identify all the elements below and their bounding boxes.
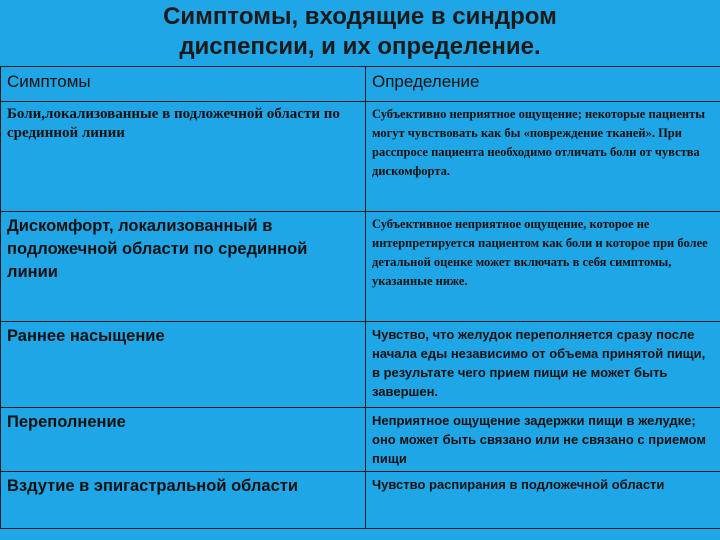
- symptom-cell: Переполнение: [1, 408, 366, 472]
- symptom-cell: Вздутие в эпигастральной области: [1, 472, 366, 529]
- definition-cell: Чувство, что желудок переполняется сразу после начала еды независимо от объема принятой пищи, в результате чего прием пищи не может быть завершен.: [366, 322, 720, 408]
- table-row: [1, 322, 720, 408]
- definition-cell: Субъективно неприятное ощущение; некоторые пациенты могут чувствовать как бы «повреждение тканей». При расспросе пациента необходимо отличать боли от чувства дискомфорта.: [366, 102, 720, 212]
- slide-title: [0, 2, 720, 62]
- symptoms-table: [0, 66, 720, 529]
- title-line-2: диспепсии, и их определение.: [179, 33, 541, 60]
- table-row: [1, 102, 720, 212]
- symptom-cell: Раннее насыщение: [1, 322, 366, 408]
- definition-cell: Субъективное неприятное ощущение, которое не интерпретируется пациентом как боли и которое при более детальной оценке может включать в себя симптомы, указанные ниже.: [366, 212, 720, 322]
- table-header-row: [1, 67, 720, 102]
- table-row: [1, 408, 720, 472]
- header-definition: Определение: [366, 67, 720, 102]
- table-row: [1, 212, 720, 322]
- symptom-cell: Боли,локализованные в подложечной области по срединной линии: [1, 102, 366, 212]
- table-row: [1, 472, 720, 529]
- definition-cell: Чувство распирания в подложечной области: [366, 472, 720, 529]
- title-line-1: Симптомы, входящие в синдром: [163, 3, 557, 30]
- header-symptoms: Симптомы: [1, 67, 366, 102]
- definition-cell: Неприятное ощущение задержки пищи в желудке; оно может быть связано или не связано с приемом пищи: [366, 408, 720, 472]
- symptom-cell: Дискомфорт, локализованный в подложечной области по срединной линии: [1, 212, 366, 322]
